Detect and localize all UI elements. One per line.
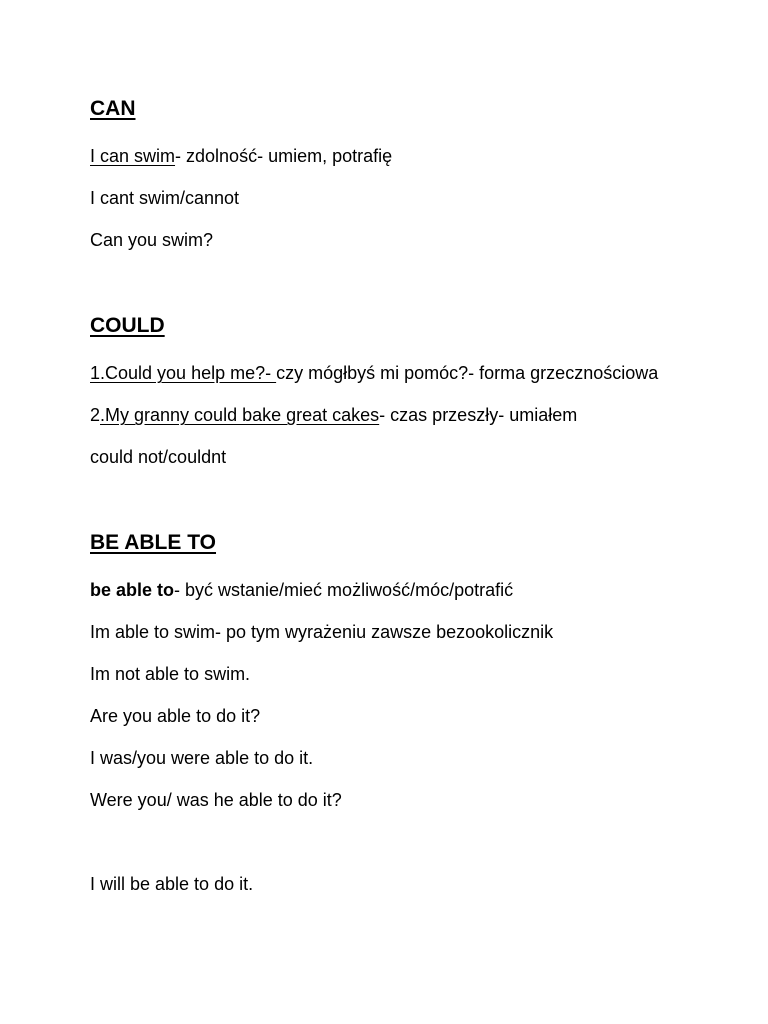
could-line-1 — [90, 361, 658, 385]
could-example-2-number: 2 — [90, 405, 101, 425]
could-line-2 — [90, 403, 577, 427]
can-example-underlined: I can swim — [90, 146, 176, 166]
could-example-1-explanation: czy mógłbyś mi pomóc?- forma grzecznościowa — [276, 363, 659, 383]
could-example-2-explanation: - czas przeszły- umiałem — [379, 405, 578, 425]
be-able-to-line-2: Im able to swim- po tym wyrażeniu zawsze bezookolicznik — [90, 622, 554, 642]
can-example-explanation: - zdolność- umiem, potrafię — [175, 146, 393, 166]
could-example-1-underlined: 1.Could you help me?- — [90, 363, 277, 383]
be-able-to-line-6: Were you/ was he able to do it? — [90, 790, 342, 810]
heading-be-able-to: BE ABLE TO — [90, 531, 217, 554]
be-able-to-definition: - być wstanie/mieć możliwość/móc/potrafić — [174, 580, 514, 600]
be-able-to-line-5: I was/you were able to do it. — [90, 748, 314, 768]
be-able-to-term: be able to — [90, 580, 175, 600]
be-able-to-line-4: Are you able to do it? — [90, 706, 261, 726]
could-example-2-underlined: .My granny could bake great cakes — [100, 405, 380, 425]
heading-could: COULD — [90, 314, 165, 337]
be-able-to-line-1 — [90, 578, 513, 602]
can-line-3: Can you swim? — [90, 230, 214, 250]
be-able-to-line-7: I will be able to do it. — [90, 874, 254, 894]
could-line-3: could not/couldnt — [90, 447, 227, 467]
can-line-1 — [90, 144, 392, 168]
can-line-2: I cant swim/cannot — [90, 188, 240, 208]
heading-can: CAN — [90, 97, 136, 120]
be-able-to-line-3: Im not able to swim. — [90, 664, 251, 684]
